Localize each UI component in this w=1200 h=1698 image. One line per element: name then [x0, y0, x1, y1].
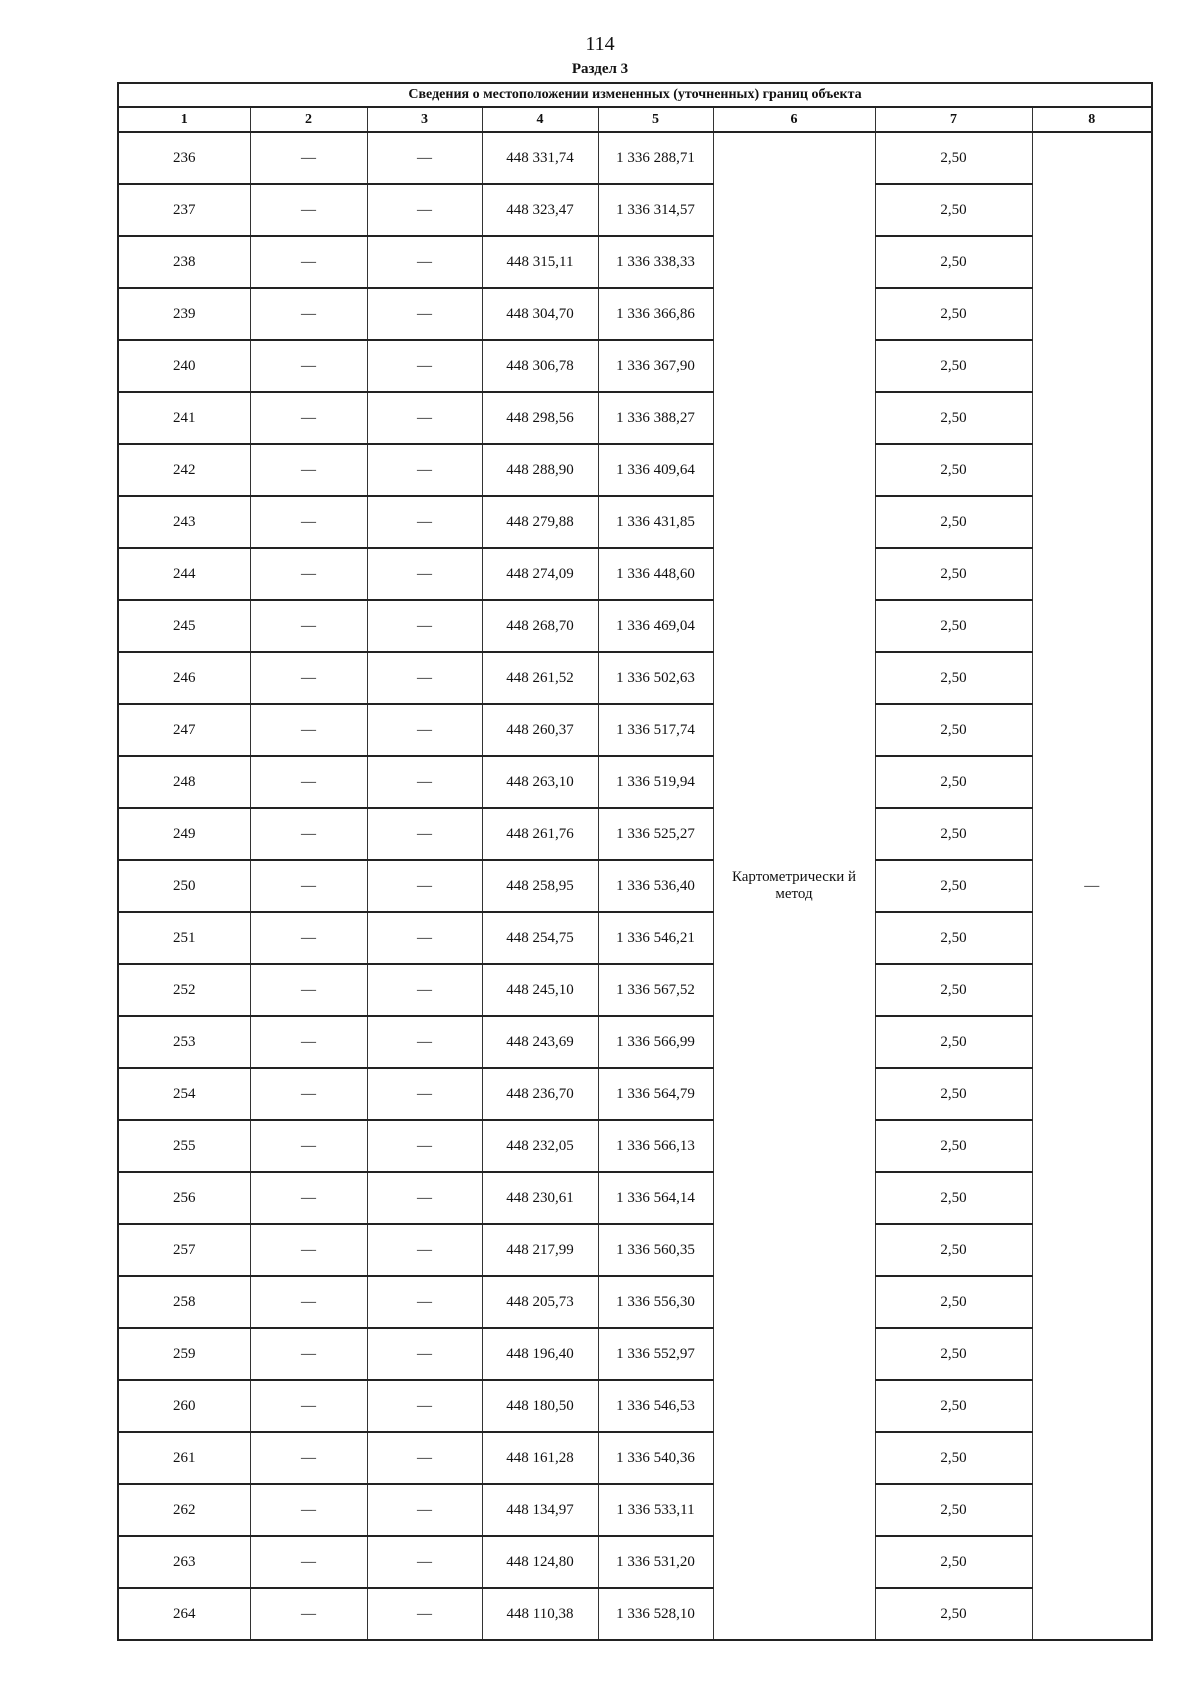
col3-value: —: [367, 340, 482, 392]
col2-value: —: [250, 548, 367, 600]
y-coordinate: 1 336 546,53: [598, 1380, 713, 1432]
table-row: [118, 1276, 1152, 1328]
table-row: [118, 756, 1152, 808]
section-title: Раздел 3: [571, 61, 629, 77]
point-number: 244: [118, 548, 250, 600]
point-number: 237: [118, 184, 250, 236]
column-number-8: 8: [1032, 107, 1152, 132]
col2-value: —: [250, 1328, 367, 1380]
precision-value: 2,50: [875, 1328, 1032, 1380]
point-number: 249: [118, 808, 250, 860]
y-coordinate: 1 336 338,33: [598, 236, 713, 288]
point-number: 238: [118, 236, 250, 288]
col2-value: —: [250, 340, 367, 392]
y-coordinate: 1 336 431,85: [598, 496, 713, 548]
col3-value: —: [367, 548, 482, 600]
point-number: 240: [118, 340, 250, 392]
col2-value: —: [250, 600, 367, 652]
point-number: 248: [118, 756, 250, 808]
x-coordinate: 448 254,75: [482, 912, 598, 964]
x-coordinate: 448 243,69: [482, 1016, 598, 1068]
point-number: 260: [118, 1380, 250, 1432]
y-coordinate: 1 336 525,27: [598, 808, 713, 860]
column-number-3: 3: [367, 107, 482, 132]
y-coordinate: 1 336 564,79: [598, 1068, 713, 1120]
table-row: [118, 132, 1152, 184]
point-number: 255: [118, 1120, 250, 1172]
col2-value: —: [250, 860, 367, 912]
table-caption: Сведения о местоположении измененных (уточненных) границ объекта: [118, 83, 1152, 107]
col3-value: —: [367, 964, 482, 1016]
precision-value: 2,50: [875, 1484, 1032, 1536]
point-number: 236: [118, 132, 250, 184]
point-number: 239: [118, 288, 250, 340]
col2-value: —: [250, 704, 367, 756]
col3-value: —: [367, 496, 482, 548]
col3-value: —: [367, 1380, 482, 1432]
point-number: 263: [118, 1536, 250, 1588]
col2-value: —: [250, 964, 367, 1016]
x-coordinate: 448 315,11: [482, 236, 598, 288]
col3-value: —: [367, 392, 482, 444]
col3-value: —: [367, 1016, 482, 1068]
column-number-6: 6: [713, 107, 875, 132]
x-coordinate: 448 217,99: [482, 1224, 598, 1276]
col3-value: —: [367, 132, 482, 184]
method-cell: [713, 132, 875, 1640]
point-number: 254: [118, 1068, 250, 1120]
col2-value: —: [250, 652, 367, 704]
col2-value: —: [250, 1068, 367, 1120]
point-number: 258: [118, 1276, 250, 1328]
y-coordinate: 1 336 388,27: [598, 392, 713, 444]
col2-value: —: [250, 1276, 367, 1328]
precision-value: 2,50: [875, 1016, 1032, 1068]
x-coordinate: 448 236,70: [482, 1068, 598, 1120]
precision-value: 2,50: [875, 444, 1032, 496]
x-coordinate: 448 196,40: [482, 1328, 598, 1380]
col2-value: —: [250, 184, 367, 236]
col3-value: —: [367, 236, 482, 288]
col2-value: —: [250, 288, 367, 340]
col3-value: —: [367, 288, 482, 340]
x-coordinate: 448 180,50: [482, 1380, 598, 1432]
y-coordinate: 1 336 531,20: [598, 1536, 713, 1588]
x-coordinate: 448 304,70: [482, 288, 598, 340]
precision-value: 2,50: [875, 236, 1032, 288]
y-coordinate: 1 336 288,71: [598, 132, 713, 184]
x-coordinate: 448 161,28: [482, 1432, 598, 1484]
y-coordinate: 1 336 314,57: [598, 184, 713, 236]
col3-value: —: [367, 444, 482, 496]
col3-value: —: [367, 1120, 482, 1172]
y-coordinate: 1 336 566,99: [598, 1016, 713, 1068]
col3-value: —: [367, 756, 482, 808]
col2-value: —: [250, 1380, 367, 1432]
x-coordinate: 448 232,05: [482, 1120, 598, 1172]
x-coordinate: 448 279,88: [482, 496, 598, 548]
precision-value: 2,50: [875, 340, 1032, 392]
table-body: [118, 132, 1152, 1640]
point-number: 242: [118, 444, 250, 496]
col3-value: —: [367, 860, 482, 912]
point-number: 259: [118, 1328, 250, 1380]
point-number: 243: [118, 496, 250, 548]
precision-value: 2,50: [875, 1068, 1032, 1120]
col2-value: —: [250, 132, 367, 184]
precision-value: 2,50: [875, 756, 1032, 808]
table-row: [118, 1328, 1152, 1380]
precision-value: 2,50: [875, 1172, 1032, 1224]
precision-value: 2,50: [875, 1588, 1032, 1640]
x-coordinate: 448 260,37: [482, 704, 598, 756]
table-row: [118, 548, 1152, 600]
table-row: [118, 704, 1152, 756]
y-coordinate: 1 336 564,14: [598, 1172, 713, 1224]
y-coordinate: 1 336 536,40: [598, 860, 713, 912]
point-number: 250: [118, 860, 250, 912]
precision-value: 2,50: [875, 808, 1032, 860]
table-row: [118, 1120, 1152, 1172]
x-coordinate: 448 230,61: [482, 1172, 598, 1224]
y-coordinate: 1 336 517,74: [598, 704, 713, 756]
column-number-4: 4: [482, 107, 598, 132]
y-coordinate: 1 336 519,94: [598, 756, 713, 808]
column-number-5: 5: [598, 107, 713, 132]
y-coordinate: 1 336 409,64: [598, 444, 713, 496]
col2-value: —: [250, 912, 367, 964]
x-coordinate: 448 288,90: [482, 444, 598, 496]
table-row: [118, 392, 1152, 444]
table-row: [118, 912, 1152, 964]
x-coordinate: 448 331,74: [482, 132, 598, 184]
point-number: 252: [118, 964, 250, 1016]
y-coordinate: 1 336 533,11: [598, 1484, 713, 1536]
precision-value: 2,50: [875, 600, 1032, 652]
column-number-row: [118, 107, 1152, 132]
col2-value: —: [250, 236, 367, 288]
column-number-2: 2: [250, 107, 367, 132]
y-coordinate: 1 336 546,21: [598, 912, 713, 964]
table-row: [118, 1536, 1152, 1588]
col3-value: —: [367, 1536, 482, 1588]
col2-value: —: [250, 756, 367, 808]
precision-value: 2,50: [875, 652, 1032, 704]
col2-value: —: [250, 1172, 367, 1224]
point-number: 261: [118, 1432, 250, 1484]
table-row: [118, 184, 1152, 236]
point-number: 247: [118, 704, 250, 756]
col3-value: —: [367, 1172, 482, 1224]
table-row: [118, 1172, 1152, 1224]
precision-value: 2,50: [875, 1432, 1032, 1484]
x-coordinate: 448 298,56: [482, 392, 598, 444]
y-coordinate: 1 336 552,97: [598, 1328, 713, 1380]
y-coordinate: 1 336 560,35: [598, 1224, 713, 1276]
col3-value: —: [367, 912, 482, 964]
col3-value: —: [367, 1588, 482, 1640]
col3-value: —: [367, 1328, 482, 1380]
y-coordinate: 1 336 367,90: [598, 340, 713, 392]
col2-value: —: [250, 808, 367, 860]
table-row: [118, 1588, 1152, 1640]
precision-value: 2,50: [875, 860, 1032, 912]
col3-value: —: [367, 704, 482, 756]
col3-value: —: [367, 1276, 482, 1328]
table-row: [118, 1380, 1152, 1432]
boundary-coordinates-table: [117, 82, 1153, 1641]
x-coordinate: 448 261,76: [482, 808, 598, 860]
point-number: 251: [118, 912, 250, 964]
table-row: [118, 1016, 1152, 1068]
col3-value: —: [367, 652, 482, 704]
precision-value: 2,50: [875, 1536, 1032, 1588]
precision-value: 2,50: [875, 1276, 1032, 1328]
y-coordinate: 1 336 502,63: [598, 652, 713, 704]
y-coordinate: 1 336 366,86: [598, 288, 713, 340]
precision-value: 2,50: [875, 1224, 1032, 1276]
col2-value: —: [250, 392, 367, 444]
col3-value: —: [367, 1068, 482, 1120]
col2-value: —: [250, 1432, 367, 1484]
y-coordinate: 1 336 567,52: [598, 964, 713, 1016]
col2-value: —: [250, 1536, 367, 1588]
x-coordinate: 448 258,95: [482, 860, 598, 912]
precision-value: 2,50: [875, 548, 1032, 600]
y-coordinate: 1 336 448,60: [598, 548, 713, 600]
table-row: [118, 1484, 1152, 1536]
x-coordinate: 448 268,70: [482, 600, 598, 652]
point-number: 256: [118, 1172, 250, 1224]
column-number-7: 7: [875, 107, 1032, 132]
col2-value: —: [250, 1588, 367, 1640]
precision-value: 2,50: [875, 912, 1032, 964]
col2-value: —: [250, 496, 367, 548]
col2-value: —: [250, 1016, 367, 1068]
col3-value: —: [367, 808, 482, 860]
y-coordinate: 1 336 566,13: [598, 1120, 713, 1172]
y-coordinate: 1 336 469,04: [598, 600, 713, 652]
col3-value: —: [367, 1432, 482, 1484]
point-number: 262: [118, 1484, 250, 1536]
table-row: [118, 600, 1152, 652]
y-coordinate: 1 336 540,36: [598, 1432, 713, 1484]
table-row: [118, 1068, 1152, 1120]
col2-value: —: [250, 1484, 367, 1536]
precision-value: 2,50: [875, 184, 1032, 236]
table-row: [118, 1432, 1152, 1484]
precision-value: 2,50: [875, 964, 1032, 1016]
precision-value: 2,50: [875, 496, 1032, 548]
table-row: [118, 340, 1152, 392]
x-coordinate: 448 205,73: [482, 1276, 598, 1328]
x-coordinate: 448 306,78: [482, 340, 598, 392]
x-coordinate: 448 134,97: [482, 1484, 598, 1536]
col3-value: —: [367, 1224, 482, 1276]
precision-value: 2,50: [875, 1380, 1032, 1432]
col3-value: —: [367, 1484, 482, 1536]
point-number: 264: [118, 1588, 250, 1640]
point-number: 245: [118, 600, 250, 652]
table-row: [118, 288, 1152, 340]
table-row: [118, 444, 1152, 496]
table-row: [118, 652, 1152, 704]
point-number: 241: [118, 392, 250, 444]
method-text: Картометрически й метод: [731, 869, 857, 902]
table-row: [118, 808, 1152, 860]
table-row: [118, 860, 1152, 912]
x-coordinate: 448 110,38: [482, 1588, 598, 1640]
col2-value: —: [250, 444, 367, 496]
precision-value: 2,50: [875, 1120, 1032, 1172]
y-coordinate: 1 336 556,30: [598, 1276, 713, 1328]
col3-value: —: [367, 184, 482, 236]
precision-value: 2,50: [875, 392, 1032, 444]
x-coordinate: 448 245,10: [482, 964, 598, 1016]
x-coordinate: 448 124,80: [482, 1536, 598, 1588]
column-number-1: 1: [118, 107, 250, 132]
point-number: 257: [118, 1224, 250, 1276]
table-row: [118, 964, 1152, 1016]
col2-value: —: [250, 1224, 367, 1276]
point-number: 246: [118, 652, 250, 704]
precision-value: 2,50: [875, 288, 1032, 340]
table-row: [118, 496, 1152, 548]
col2-value: —: [250, 1120, 367, 1172]
col8-value: —: [1032, 132, 1152, 1640]
page-number: 114: [585, 33, 615, 55]
precision-value: 2,50: [875, 704, 1032, 756]
x-coordinate: 448 263,10: [482, 756, 598, 808]
table-row: [118, 236, 1152, 288]
x-coordinate: 448 323,47: [482, 184, 598, 236]
col3-value: —: [367, 600, 482, 652]
x-coordinate: 448 261,52: [482, 652, 598, 704]
point-number: 253: [118, 1016, 250, 1068]
y-coordinate: 1 336 528,10: [598, 1588, 713, 1640]
table-row: [118, 1224, 1152, 1276]
precision-value: 2,50: [875, 132, 1032, 184]
x-coordinate: 448 274,09: [482, 548, 598, 600]
